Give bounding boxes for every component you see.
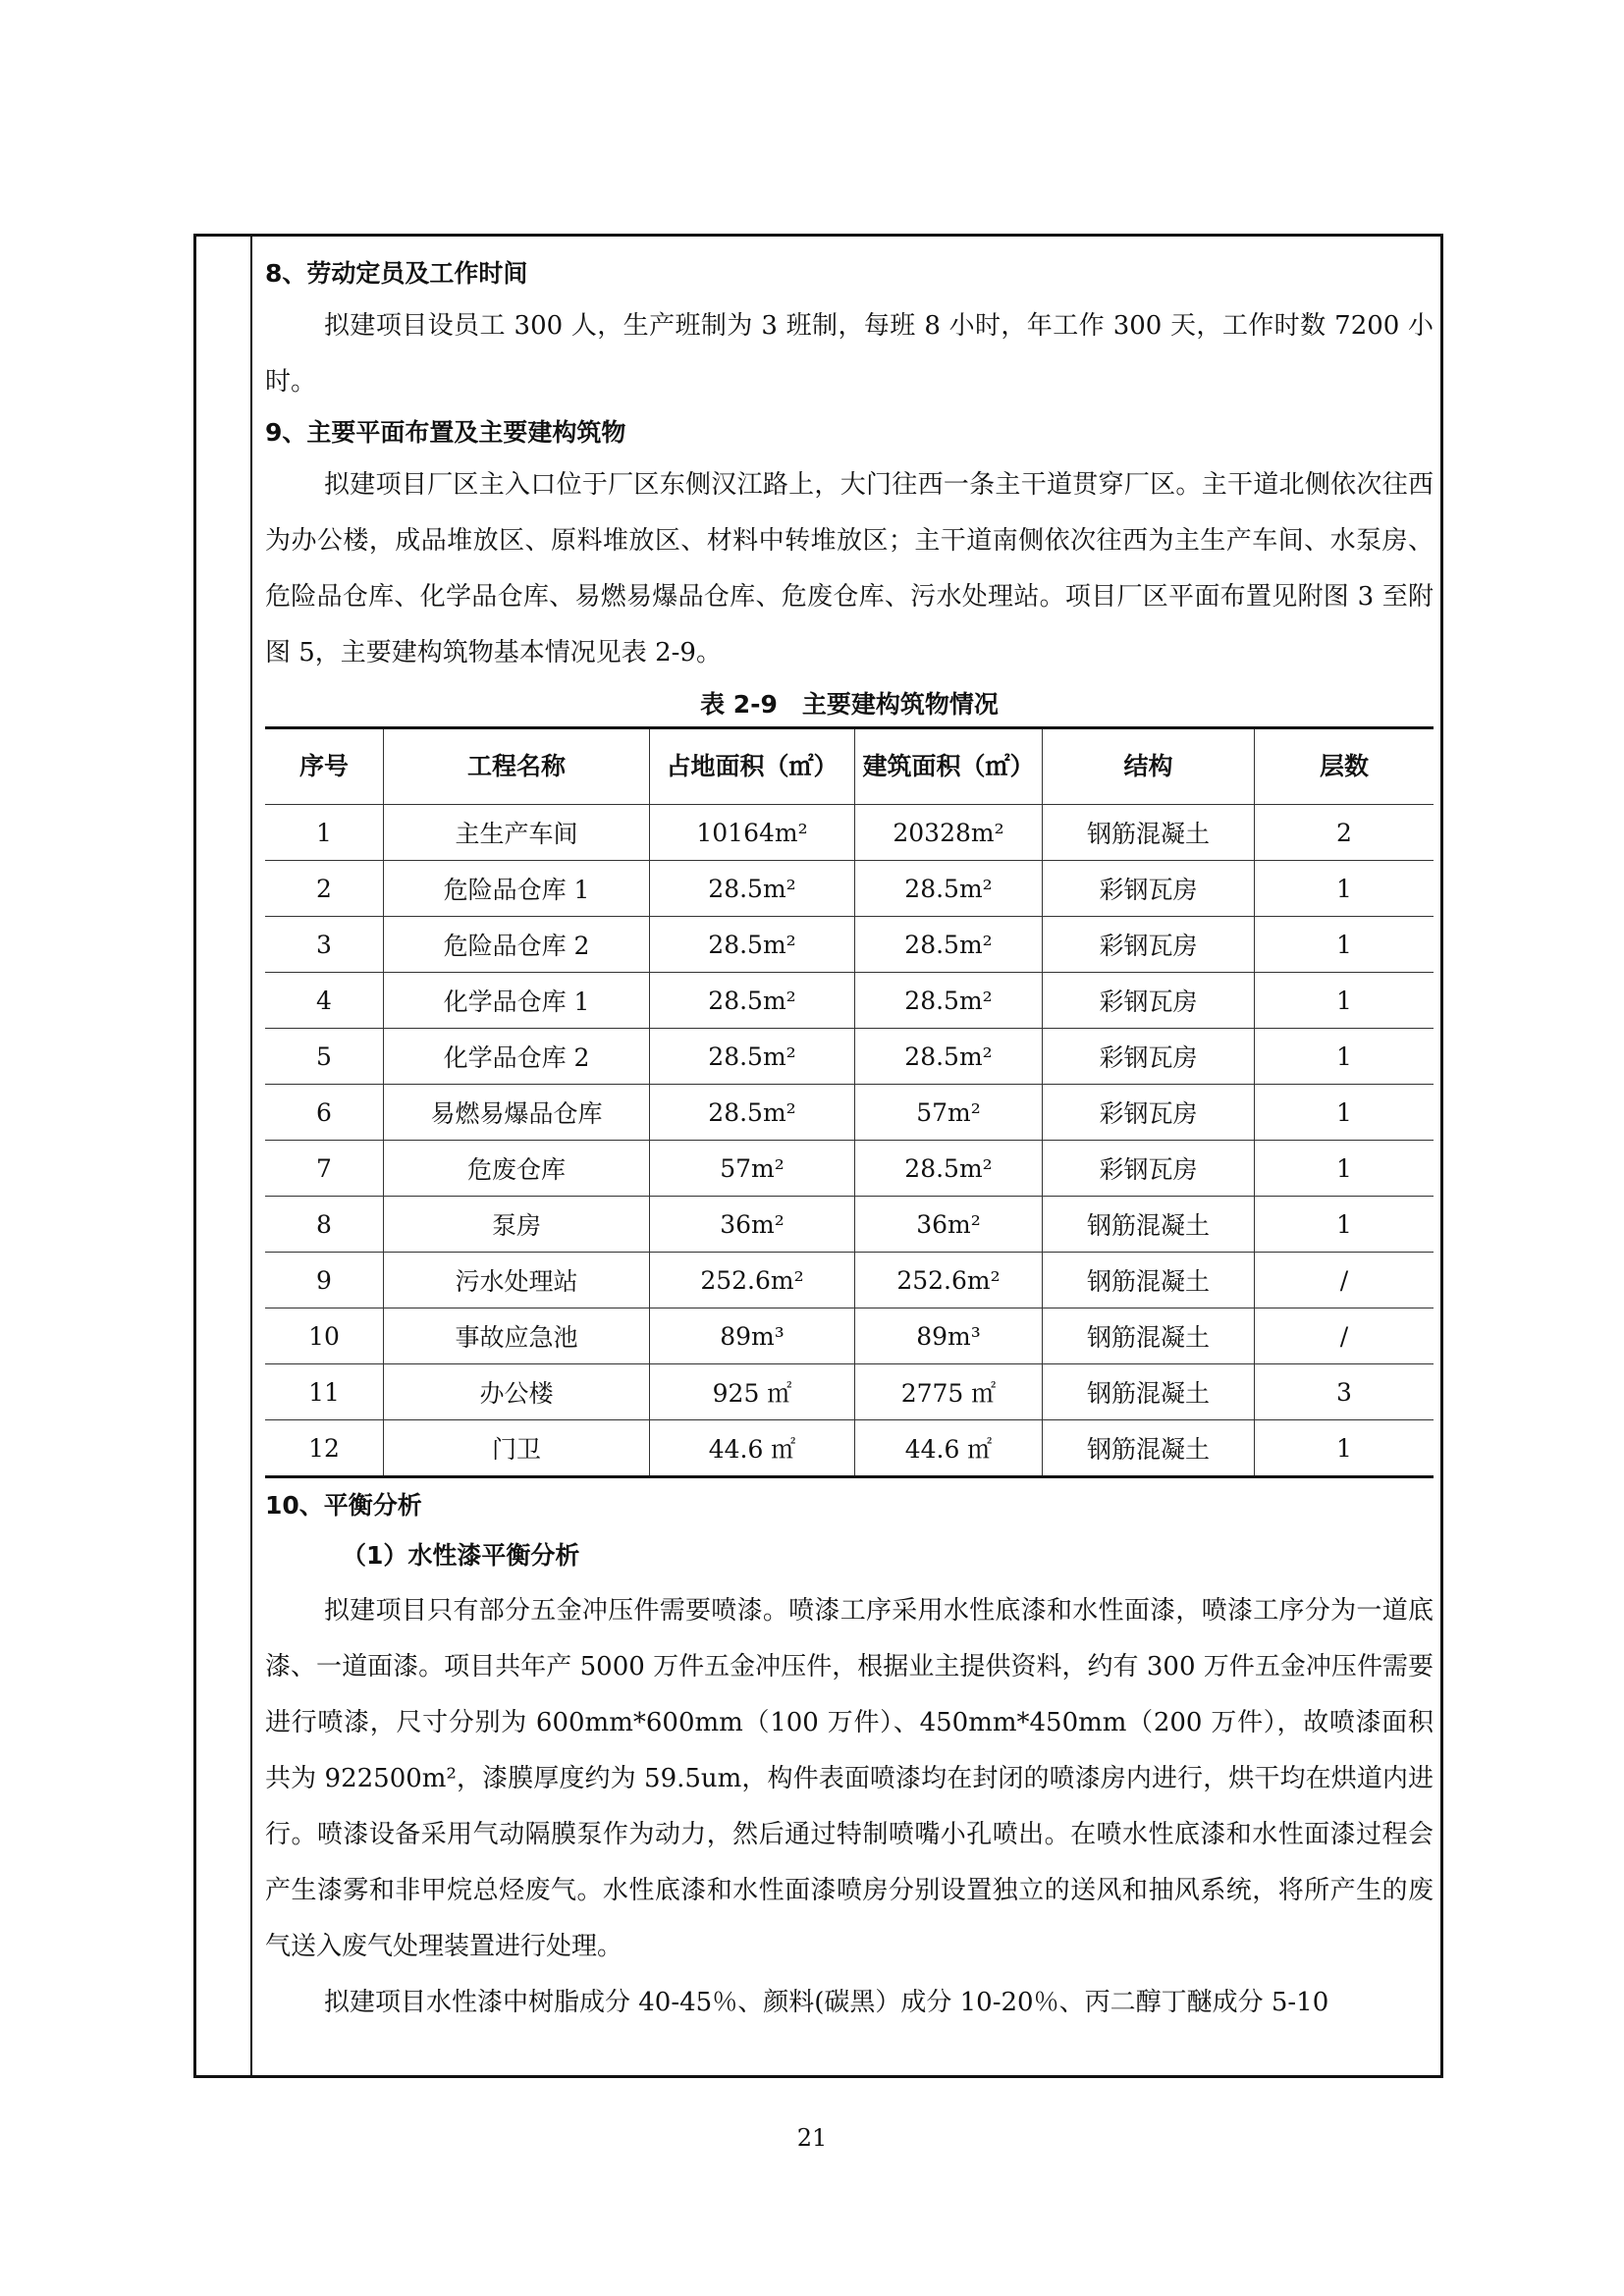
table-row [265, 1197, 1434, 1253]
cell-name: 办公楼 [384, 1364, 650, 1420]
cell-structure: 彩钢瓦房 [1043, 973, 1255, 1029]
table-row [265, 973, 1434, 1029]
cell-structure: 钢筋混凝土 [1043, 805, 1255, 861]
section9-heading: 9、主要平面布置及主要建构筑物 [265, 418, 626, 447]
cell-index: 6 [265, 1085, 384, 1141]
cell-land-area: 28.5m² [650, 973, 855, 1029]
cell-building-area: 57m² [855, 1085, 1043, 1141]
cell-building-area: 28.5m² [855, 1141, 1043, 1197]
cell-land-area: 36m² [650, 1197, 855, 1253]
header-building-area: 建筑面积（㎡） [855, 728, 1043, 805]
header-structure: 结构 [1043, 728, 1255, 805]
cell-building-area: 28.5m² [855, 917, 1043, 973]
table-header-row [265, 728, 1434, 805]
cell-name: 泵房 [384, 1197, 650, 1253]
cell-name: 危废仓库 [384, 1141, 650, 1197]
cell-floors: 1 [1255, 1085, 1435, 1141]
cell-land-area: 925 ㎡ [650, 1364, 855, 1420]
cell-floors: 3 [1255, 1364, 1435, 1420]
cell-floors: 1 [1255, 1420, 1435, 1477]
cell-building-area: 252.6m² [855, 1253, 1043, 1308]
section10-paragraph2: 拟建项目水性漆中树脂成分 40-45％、颜料(碳黑）成分 10-20％、丙二醇丁醚成分 5-10 [324, 1988, 1329, 2017]
cell-land-area: 28.5m² [650, 1029, 855, 1085]
cell-structure: 钢筋混凝土 [1043, 1308, 1255, 1364]
section10-paragraph1: 拟建项目只有部分五金冲压件需要喷漆。喷漆工序采用水性底漆和水性面漆，喷漆工序分为一道底漆、一道面漆。项目共年产 5000 万件五金冲压件，根据业主提供资料，约有 300 万件五金冲压件需要进行喷漆，尺寸分别为 600mm*600mm（100 万件）、450mm*450mm（200 万件），故喷漆面积共为 922500m²，漆膜厚度约为 59.5um，构件表面喷漆均在封闭的喷漆房内进行，烘干均在烘道内进行。喷漆设备采用气动隔膜泵作为动力，然后通过特制喷嘴小孔喷出。在喷水性底漆和水性面漆过程会产生漆雾和非甲烷总烃废气。水性底漆和水性面漆喷房分别设置独立的送风和抽风系统，将所产生的废气送入废气处理装置进行处理。 [265, 1596, 1434, 1961]
cell-building-area: 28.5m² [855, 973, 1043, 1029]
cell-land-area: 28.5m² [650, 1085, 855, 1141]
cell-name: 化学品仓库 1 [384, 973, 650, 1029]
cell-structure: 钢筋混凝土 [1043, 1420, 1255, 1477]
cell-index: 9 [265, 1253, 384, 1308]
cell-index: 1 [265, 805, 384, 861]
cell-building-area: 28.5m² [855, 1029, 1043, 1085]
cell-name: 主生产车间 [384, 805, 650, 861]
cell-index: 3 [265, 917, 384, 973]
cell-land-area: 28.5m² [650, 861, 855, 917]
cell-land-area: 10164m² [650, 805, 855, 861]
cell-floors: 1 [1255, 1029, 1435, 1085]
section8-heading: 8、劳动定员及工作时间 [265, 259, 528, 288]
section10-subheading: （1）水性漆平衡分析 [342, 1541, 580, 1570]
cell-index: 11 [265, 1364, 384, 1420]
cell-floors: 1 [1255, 973, 1435, 1029]
section9-paragraph: 拟建项目厂区主入口位于厂区东侧汉江路上，大门往西一条主干道贯穿厂区。主干道北侧依次往西为办公楼，成品堆放区、原料堆放区、材料中转堆放区；主干道南侧依次往西为主生产车间、水泵房、危险品仓库、化学品仓库、易燃易爆品仓库、危废仓库、污水处理站。项目厂区平面布置见附图 3 至附图 5，主要建构筑物基本情况见表 2-9。 [265, 470, 1434, 667]
frame-divider [250, 234, 252, 2078]
table-row [265, 1029, 1434, 1085]
table-caption: 表 2-9 主要建构筑物情况 [700, 690, 999, 719]
section10-heading: 10、平衡分析 [265, 1491, 422, 1520]
table-row [265, 1141, 1434, 1197]
cell-floors: 1 [1255, 1197, 1435, 1253]
header-index: 序号 [265, 728, 384, 805]
section8-paragraph: 拟建项目设员工 300 人，生产班制为 3 班制，每班 8 小时，年工作 300 天，工作时数 7200 小时。 [265, 311, 1434, 397]
cell-land-area: 57m² [650, 1141, 855, 1197]
cell-name: 危险品仓库 2 [384, 917, 650, 973]
cell-index: 7 [265, 1141, 384, 1197]
table-row [265, 861, 1434, 917]
page-number: 21 [796, 2124, 828, 2152]
cell-index: 2 [265, 861, 384, 917]
cell-building-area: 44.6 ㎡ [855, 1420, 1043, 1477]
cell-index: 4 [265, 973, 384, 1029]
table-row [265, 805, 1434, 861]
table-row [265, 1308, 1434, 1364]
cell-structure: 钢筋混凝土 [1043, 1197, 1255, 1253]
table-row [265, 917, 1434, 973]
cell-land-area: 44.6 ㎡ [650, 1420, 855, 1477]
header-land-area: 占地面积（㎡） [650, 728, 855, 805]
cell-structure: 彩钢瓦房 [1043, 917, 1255, 973]
cell-name: 易燃易爆品仓库 [384, 1085, 650, 1141]
cell-structure: 钢筋混凝土 [1043, 1364, 1255, 1420]
cell-land-area: 28.5m² [650, 917, 855, 973]
cell-land-area: 252.6m² [650, 1253, 855, 1308]
cell-index: 12 [265, 1420, 384, 1477]
cell-floors: / [1255, 1253, 1435, 1308]
cell-name: 事故应急池 [384, 1308, 650, 1364]
page-content [265, 234, 1434, 2031]
cell-index: 8 [265, 1197, 384, 1253]
cell-structure: 钢筋混凝土 [1043, 1253, 1255, 1308]
header-name: 工程名称 [384, 728, 650, 805]
cell-index: 10 [265, 1308, 384, 1364]
cell-building-area: 36m² [855, 1197, 1043, 1253]
cell-building-area: 2775 ㎡ [855, 1364, 1043, 1420]
cell-structure: 彩钢瓦房 [1043, 1085, 1255, 1141]
table-row [265, 1364, 1434, 1420]
cell-building-area: 28.5m² [855, 861, 1043, 917]
cell-floors: 1 [1255, 917, 1435, 973]
cell-land-area: 89m³ [650, 1308, 855, 1364]
table-row [265, 1253, 1434, 1308]
cell-structure: 彩钢瓦房 [1043, 861, 1255, 917]
table-row [265, 1085, 1434, 1141]
cell-floors: / [1255, 1308, 1435, 1364]
cell-floors: 2 [1255, 805, 1435, 861]
cell-name: 化学品仓库 2 [384, 1029, 650, 1085]
cell-name: 门卫 [384, 1420, 650, 1477]
cell-index: 5 [265, 1029, 384, 1085]
table-row [265, 1420, 1434, 1477]
cell-building-area: 20328m² [855, 805, 1043, 861]
header-floors: 层数 [1255, 728, 1435, 805]
cell-floors: 1 [1255, 1141, 1435, 1197]
structures-table [265, 726, 1434, 1478]
cell-structure: 彩钢瓦房 [1043, 1029, 1255, 1085]
cell-floors: 1 [1255, 861, 1435, 917]
table-body [265, 805, 1434, 1477]
cell-name: 污水处理站 [384, 1253, 650, 1308]
cell-name: 危险品仓库 1 [384, 861, 650, 917]
cell-building-area: 89m³ [855, 1308, 1043, 1364]
cell-structure: 彩钢瓦房 [1043, 1141, 1255, 1197]
